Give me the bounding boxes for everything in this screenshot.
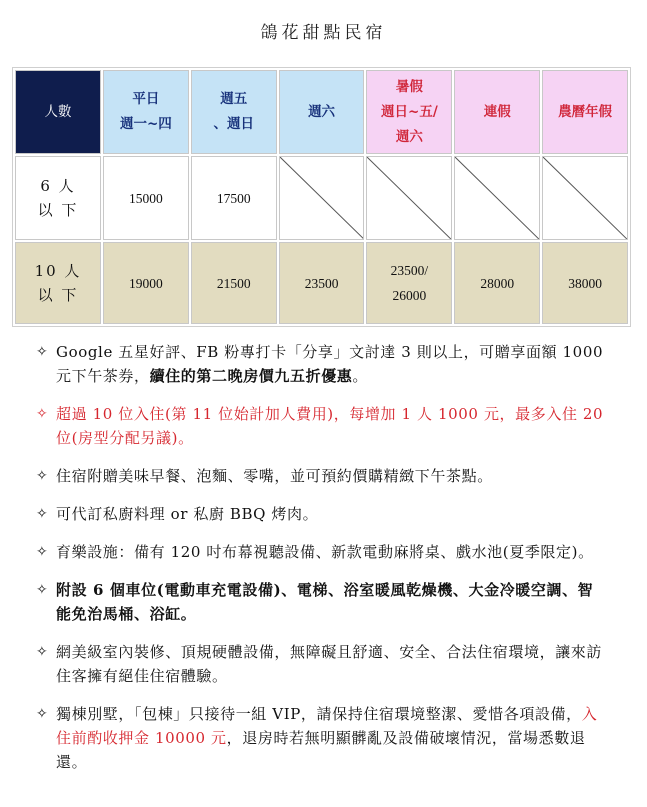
row-label-10-people	[15, 242, 101, 324]
sparkle-bullet-icon: ✧	[36, 644, 49, 660]
price-cell: 21500	[191, 242, 277, 324]
sparkle-bullet-icon: ✧	[36, 544, 49, 560]
col-header-friday-sunday	[191, 70, 277, 154]
row-label-6-people	[15, 156, 101, 240]
sparkle-bullet-icon: ✧	[36, 706, 49, 722]
col-header-weekday	[103, 70, 189, 154]
col-header-line: 週五	[220, 91, 248, 107]
col-header-line: 週日~五/	[381, 103, 438, 120]
row-label-line: 6 人	[40, 177, 76, 195]
col-header-long-holiday	[454, 70, 540, 154]
corner-header: 人數	[15, 70, 101, 154]
sparkle-bullet-icon: ✧	[36, 468, 49, 484]
col-header-line: 平日	[132, 91, 160, 107]
note-villa-deposit	[36, 702, 606, 774]
not-applicable-cell	[542, 156, 628, 240]
col-header-line: 週一~四	[120, 116, 172, 132]
price-cell: 38000	[542, 242, 628, 324]
col-header-saturday	[279, 70, 365, 154]
table-row	[15, 242, 628, 324]
note-text: 附設 6 個車位(電動車充電設備)、電梯、浴室暖風乾燥機、大金冷暖空調、智能免治馬桶、浴缸。	[56, 581, 594, 623]
row-label-line: 以 下	[37, 201, 79, 219]
diagonal-slash-icon	[455, 157, 539, 239]
sparkle-bullet-icon: ✧	[36, 506, 49, 522]
note-facilities	[36, 578, 606, 626]
col-header-line: 暑假	[395, 78, 423, 95]
not-applicable-cell	[454, 156, 540, 240]
note-text: 住宿附贈美味早餐、泡麵、零嘴，並可預約價購精緻下午茶點。	[56, 467, 493, 485]
note-deposit-highlight: 入住前酌收押金 10000 元	[56, 705, 598, 747]
note-private-chef	[36, 502, 606, 526]
note-interior	[36, 640, 606, 688]
sparkle-bullet-icon: ✧	[36, 406, 49, 422]
price-cell: 28000	[454, 242, 540, 324]
note-text: 獨棟別墅，「包棟」只接待一組 VIP，請保持住宿環境整潔、愛惜各項設備，	[56, 705, 582, 723]
rate-table	[12, 67, 631, 327]
price-cell	[366, 242, 452, 324]
note-text: 。	[352, 367, 369, 385]
col-header-line: 連假	[483, 103, 511, 120]
not-applicable-cell	[366, 156, 452, 240]
price-cell: 15000	[103, 156, 189, 240]
note-entertainment	[36, 540, 606, 564]
price-line: 26000	[392, 288, 427, 303]
price-cell: 23500	[279, 242, 365, 324]
diagonal-slash-icon	[543, 157, 627, 239]
note-extra-guests	[36, 402, 606, 450]
note-text: 可代訂私廚料理 or 私廚 BBQ 烤肉。	[56, 505, 319, 523]
note-text: Google 五星好評、FB 粉專打卡「分享」文討達 3 則以上，可贈享面額 1000 元下午茶券，	[56, 343, 604, 385]
note-text: 超過 10 位入住(第 11 位始計加人費用)，每增加 1 人 1000 元，最多入住 20 位(房型分配另議)。	[56, 405, 604, 447]
note-emphasis: 續住的第二晚房價九五折優惠	[149, 367, 353, 385]
price-cell: 19000	[103, 242, 189, 324]
diagonal-slash-icon	[367, 157, 451, 239]
page-title: 鴿花甜點民宿	[260, 23, 387, 43]
col-header-line: 週六	[308, 103, 336, 120]
note-text: 網美級室內裝修、頂規硬體設備，無障礙且舒適、安全、合法住宿環境，讓來訪住客擁有絕佳住宿體驗。	[56, 643, 603, 685]
note-breakfast	[36, 464, 606, 488]
col-header-line: 週六	[395, 128, 423, 145]
not-applicable-cell	[279, 156, 365, 240]
col-header-lunar-new-year	[542, 70, 628, 154]
col-header-summer	[366, 70, 452, 154]
note-text: ，退房時若無明顯髒亂及設備破壞情況，當場悉數退還。	[56, 729, 586, 771]
price-cell: 17500	[191, 156, 277, 240]
price-line: 23500/	[390, 263, 429, 278]
col-header-line: 農曆年假	[558, 103, 613, 120]
sparkle-bullet-icon: ✧	[36, 344, 49, 360]
table-header-row	[15, 70, 628, 154]
note-review-bonus	[36, 340, 606, 388]
notes-list	[36, 340, 606, 788]
sparkle-bullet-icon: ✧	[36, 582, 49, 598]
note-text: 育樂設施：備有 120 吋布幕視聽設備、新款電動麻將桌、戲水池(夏季限定)。	[56, 543, 594, 561]
table-row	[15, 156, 628, 240]
col-header-line: 、週日	[213, 116, 254, 132]
row-label-line: 10 人	[34, 262, 82, 280]
diagonal-slash-icon	[280, 157, 364, 239]
row-label-line: 以 下	[37, 286, 79, 304]
